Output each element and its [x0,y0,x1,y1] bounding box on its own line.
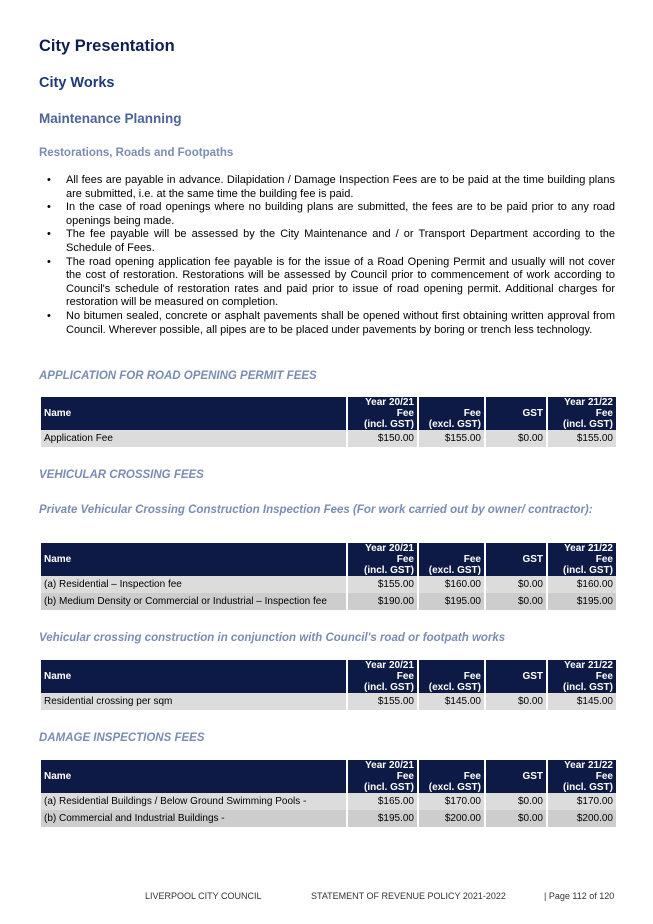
gst-note: (incl. GST) [563,419,613,430]
gst-note: (incl. GST) [563,782,613,793]
column-header-gst [486,397,546,430]
council-crossing-fee-table [39,660,618,710]
footer-council: LIVERPOOL CITY COUNCIL [145,891,262,901]
fee-2122-incl: $155.00 [548,430,616,447]
fee-name: (a) Residential Buildings / Below Ground Swimming Pools - [41,793,346,810]
gst-note: (incl. GST) [364,419,414,430]
year-label: Year 20/21 [365,760,414,771]
gst-amount: $0.00 [486,430,546,447]
subsection-heading: Maintenance Planning [39,111,182,126]
year-label: Year 21/22 [564,660,613,671]
gst-note: (incl. GST) [563,682,613,693]
column-header-name: Name [41,760,346,793]
damage-inspection-fee-table [39,760,618,827]
section-heading: City Works [39,75,115,91]
fee-label: Fee [396,554,414,565]
table-row [41,693,616,710]
column-header-gst [486,543,546,576]
fee-2021-incl: $190.00 [348,593,417,610]
topic-heading: Restorations, Roads and Footpaths [39,147,234,159]
fee-label: Fee [463,554,481,565]
year-label: Year 20/21 [365,397,414,408]
fee-label: Fee [595,771,613,782]
column-header-fee-2021 [348,543,417,576]
fee-name: Application Fee [41,430,346,447]
column-header-gst [486,760,546,793]
list-item: • The road opening application fee payable is for the issue of a Road Opening Permit and usually will not cover the cost of restoration. Restorations will be assessed by Council prior to commencement of work according to Council's schedule of restoration rates and paid prior to issue of road opening permit. Additional charges for restoration will be measured on completion. [39,256,615,310]
list-item: • The fee payable will be assessed by the City Maintenance and / or Transport Department according to the Schedule of Fees. [39,228,615,255]
column-header-fee-2122 [548,760,616,793]
gst-label: GST [522,671,543,682]
column-header-name: Name [41,543,346,576]
column-header-gst [486,660,546,693]
column-header-name: Name [41,660,346,693]
list-item: • In the case of road openings where no building plans are submitted, the fees are to be paid prior to any road openings being made. [39,201,615,228]
fee-label: Fee [396,671,414,682]
fee-2021-incl: $150.00 [348,430,417,447]
column-header-fee-2021 [348,397,417,430]
fee-2122-excl: $145.00 [419,693,484,710]
fee-2122-excl: $155.00 [419,430,484,447]
footer-page-number: | Page 112 of 120 [544,891,615,901]
column-header-fee-2122 [548,397,616,430]
fee-2122-incl: $145.00 [548,693,616,710]
list-item: • No bitumen sealed, concrete or asphalt pavements shall be opened without first obtaining written approval from Council. Wherever possible, all pipes are to be placed under pavements by boring or trench less technology. [39,310,615,337]
page-title: City Presentation [39,37,175,55]
road-opening-fee-table [39,397,618,447]
column-header-fee-excl [419,760,484,793]
year-label: Year 21/22 [564,397,613,408]
fee-name: (b) Medium Density or Commercial or Industrial – Inspection fee [41,593,346,610]
gst-note: (excl. GST) [428,565,481,576]
fee-2021-incl: $165.00 [348,793,417,810]
gst-amount: $0.00 [486,576,546,593]
fee-label: Fee [463,671,481,682]
fee-2122-excl: $200.00 [419,810,484,827]
year-label: Year 20/21 [365,660,414,671]
conditions-list [39,174,615,337]
year-label: Year 21/22 [564,760,613,771]
private-crossing-fee-table [39,543,618,610]
gst-note: (incl. GST) [563,565,613,576]
fee-label: Fee [396,771,414,782]
fee-label: Fee [396,408,414,419]
fee-2122-incl: $200.00 [548,810,616,827]
gst-note: (excl. GST) [428,682,481,693]
table-row [41,593,616,610]
fee-name: (b) Commercial and Industrial Buildings - [41,810,346,827]
gst-label: GST [522,554,543,565]
fee-name: (a) Residential – Inspection fee [41,576,346,593]
year-label: Year 20/21 [365,543,414,554]
fee-2021-incl: $155.00 [348,576,417,593]
footer-document-title: STATEMENT OF REVENUE POLICY 2021-2022 [311,891,506,901]
fee-label: Fee [463,408,481,419]
gst-amount: $0.00 [486,593,546,610]
gst-amount: $0.00 [486,793,546,810]
table-row [41,430,616,447]
gst-note: (excl. GST) [428,419,481,430]
gst-note: (incl. GST) [364,565,414,576]
column-header-fee-2122 [548,660,616,693]
fee-2122-incl: $170.00 [548,793,616,810]
gst-amount: $0.00 [486,693,546,710]
table-row [41,576,616,593]
gst-note: (incl. GST) [364,782,414,793]
table-row [41,810,616,827]
council-crossing-title: Vehicular crossing construction in conjunction with Council's road or footpath works [39,632,506,644]
fee-label: Fee [595,671,613,682]
column-header-name: Name [41,397,346,430]
vehicular-crossing-title: VEHICULAR CROSSING FEES [39,469,204,481]
column-header-fee-2122 [548,543,616,576]
column-header-fee-excl [419,543,484,576]
fee-2122-excl: $170.00 [419,793,484,810]
fee-2021-incl: $155.00 [348,693,417,710]
private-crossing-title: Private Vehicular Crossing Construction Inspection Fees (For work carried out by owner/ contractor): [39,504,593,516]
damage-inspection-title: DAMAGE INSPECTIONS FEES [39,732,205,744]
gst-label: GST [522,408,543,419]
fee-label: Fee [463,771,481,782]
year-label: Year 21/22 [564,543,613,554]
fee-2122-incl: $195.00 [548,593,616,610]
fee-label: Fee [595,554,613,565]
fee-2122-excl: $195.00 [419,593,484,610]
column-header-fee-excl [419,660,484,693]
fee-name: Residential crossing per sqm [41,693,346,710]
road-opening-title: APPLICATION FOR ROAD OPENING PERMIT FEES [39,370,317,382]
table-row [41,793,616,810]
gst-label: GST [522,771,543,782]
list-item: • All fees are payable in advance. Dilapidation / Damage Inspection Fees are to be paid at the time building plans are submitted, i.e. at the same time the building fee is paid. [39,174,615,201]
fee-2122-incl: $160.00 [548,576,616,593]
gst-note: (incl. GST) [364,682,414,693]
column-header-fee-2021 [348,660,417,693]
fee-2021-incl: $195.00 [348,810,417,827]
gst-amount: $0.00 [486,810,546,827]
fee-2122-excl: $160.00 [419,576,484,593]
fee-label: Fee [595,408,613,419]
column-header-fee-excl [419,397,484,430]
column-header-fee-2021 [348,760,417,793]
gst-note: (excl. GST) [428,782,481,793]
